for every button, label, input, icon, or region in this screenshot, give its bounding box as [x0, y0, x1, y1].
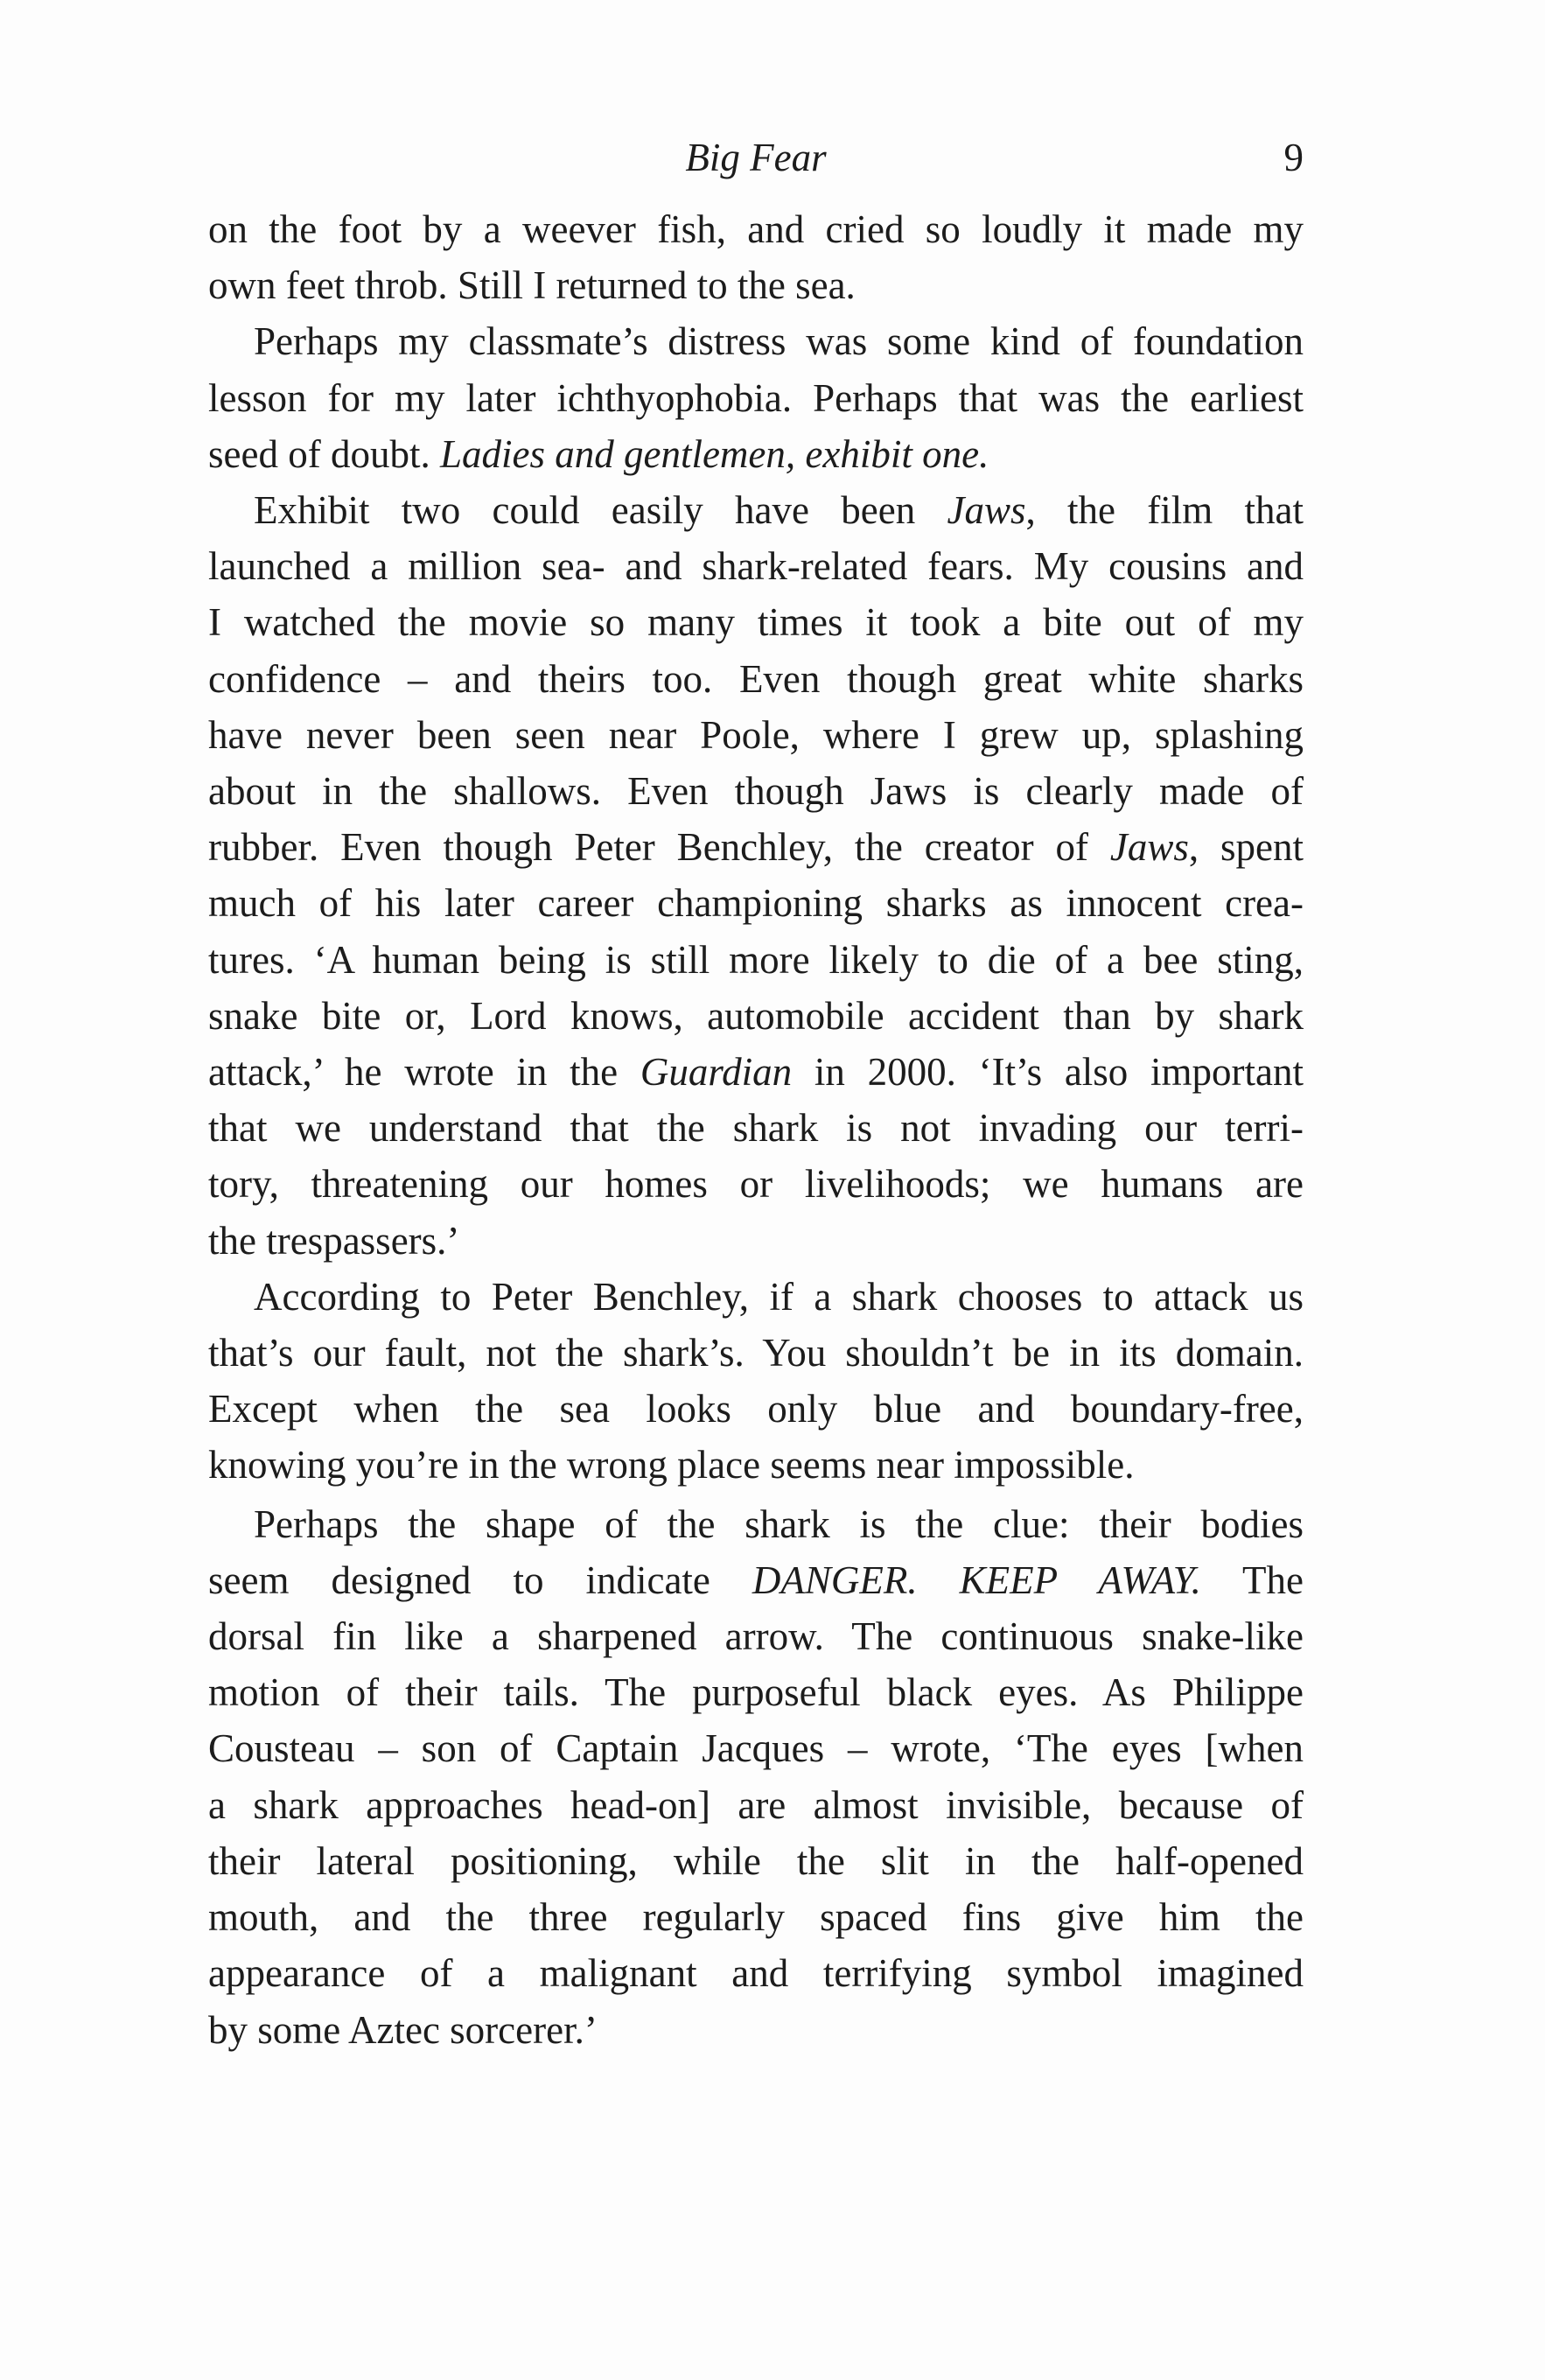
text-run: confidence – and theirs too. Even though great white sharks: [208, 656, 1304, 701]
text-run: The: [1200, 1558, 1304, 1602]
text-line: [208, 482, 1304, 538]
text-run: the trespassers.’: [208, 1218, 460, 1263]
text-run: snake bite or, Lord knows, automobile accident than by shark: [208, 993, 1304, 1038]
paragraph: [208, 201, 1304, 313]
paragraph: [208, 1269, 1304, 1494]
text-line: [208, 763, 1304, 819]
running-title: Big Fear: [685, 136, 827, 179]
running-header: [208, 131, 1304, 184]
text-line: [208, 988, 1304, 1044]
text-run: , spent: [1188, 825, 1304, 870]
text-run: own feet throb. Still I returned to the sea.: [208, 263, 856, 308]
text-line: [208, 1044, 1304, 1100]
text-run: mouth, and the three regularly spaced fins give him the: [208, 1895, 1304, 1940]
text-run: motion of their tails. The purposeful black eyes. As Philippe: [208, 1670, 1304, 1715]
text-line: [208, 313, 1304, 369]
italic-text: Ladies and gentlemen, exhibit one.: [439, 431, 989, 476]
text-line: [208, 1156, 1304, 1212]
text-run: appearance of a malignant and terrifying symbol imagined: [208, 1951, 1304, 1996]
text-run: tures. ‘A human being is still more likely to die of a bee sting,: [208, 937, 1304, 982]
text-run: their lateral positioning, while the slit in the half-opened: [208, 1838, 1304, 1883]
text-line: [208, 1608, 1304, 1664]
text-run: I watched the movie so many times it took a bite out of my: [208, 600, 1304, 645]
text-line: [208, 370, 1304, 426]
text-line: [208, 1720, 1304, 1776]
italic-text: Guardian: [640, 1050, 793, 1095]
text-run: Perhaps my classmate’s distress was some kind of foundation: [254, 319, 1304, 364]
text-run: by some Aztec sorcerer.’: [208, 2007, 598, 2052]
text-line: [208, 1269, 1304, 1325]
text-run: have never been seen near Poole, where I grew up, splashing: [208, 712, 1304, 757]
text-line: [208, 1381, 1304, 1437]
text-run: attack,’ he wrote in the: [208, 1050, 640, 1095]
text-line: [208, 1437, 1304, 1493]
text-run: that’s our fault, not the shark’s. You shouldn’t be in its domain.: [208, 1331, 1304, 1376]
text-line: [208, 594, 1304, 650]
text-run: that we understand that the shark is not invading our terri-: [208, 1106, 1304, 1151]
text-run: in 2000. ‘It’s also important: [792, 1050, 1304, 1095]
text-run: , the film that: [1025, 488, 1304, 533]
text-line: [208, 201, 1304, 257]
text-run: a shark approaches head-on] are almost invisible, because of: [208, 1782, 1304, 1827]
text-run: knowing you’re in the wrong place seems near impossible.: [208, 1443, 1135, 1488]
text-line: [208, 1100, 1304, 1156]
text-run: tory, threatening our homes or livelihoods; we humans are: [208, 1162, 1304, 1207]
text-line: [208, 1213, 1304, 1269]
text-line: [208, 707, 1304, 763]
text-run: dorsal fin like a sharpened arrow. The continuous snake-like: [208, 1614, 1304, 1659]
text-line: [208, 257, 1304, 313]
text-line: [208, 1945, 1304, 2001]
italic-text: DANGER. KEEP AWAY.: [752, 1558, 1201, 1602]
text-run: much of his later career championing sharks as innocent crea-: [208, 881, 1304, 926]
italic-text: Jaws: [947, 488, 1026, 533]
text-line: [208, 1664, 1304, 1720]
text-run: Perhaps the shape of the shark is the clue: their bodies: [254, 1502, 1304, 1546]
text-line: [208, 1777, 1304, 1833]
text-run: Cousteau – son of Captain Jacques – wrote, ‘The eyes [when: [208, 1726, 1304, 1771]
text-line: [208, 426, 1304, 482]
italic-text: Jaws: [1109, 825, 1189, 870]
text-line: [208, 1833, 1304, 1889]
text-run: lesson for my later ichthyophobia. Perhaps that was the earliest: [208, 375, 1304, 420]
page-number: 9: [1283, 136, 1304, 179]
paragraph: [208, 1496, 1304, 2058]
text-line: [208, 1325, 1304, 1381]
text-line: [208, 875, 1304, 931]
text-run: seem designed to indicate: [208, 1558, 752, 1602]
body-text: [208, 201, 1304, 2058]
text-run: rubber. Even though Peter Benchley, the creator of: [208, 825, 1110, 870]
text-line: [208, 1552, 1304, 1608]
text-run: on the foot by a weever fish, and cried so loudly it made my: [208, 207, 1304, 251]
paragraph: [208, 313, 1304, 482]
text-run: Exhibit two could easily have been: [254, 488, 947, 533]
text-line: [208, 651, 1304, 707]
text-run: seed of doubt.: [208, 431, 440, 476]
text-run: Except when the sea looks only blue and boundary-free,: [208, 1387, 1304, 1432]
text-line: [208, 1889, 1304, 1945]
text-line: [208, 1496, 1304, 1552]
text-line: [208, 819, 1304, 875]
text-run: launched a million sea- and shark-related fears. My cousins and: [208, 544, 1304, 589]
text-run: about in the shallows. Even though Jaws is clearly made of: [208, 769, 1304, 814]
text-run: According to Peter Benchley, if a shark chooses to attack us: [254, 1274, 1304, 1319]
text-line: [208, 538, 1304, 594]
text-line: [208, 932, 1304, 988]
paragraph: [208, 482, 1304, 1269]
text-line: [208, 2002, 1304, 2058]
